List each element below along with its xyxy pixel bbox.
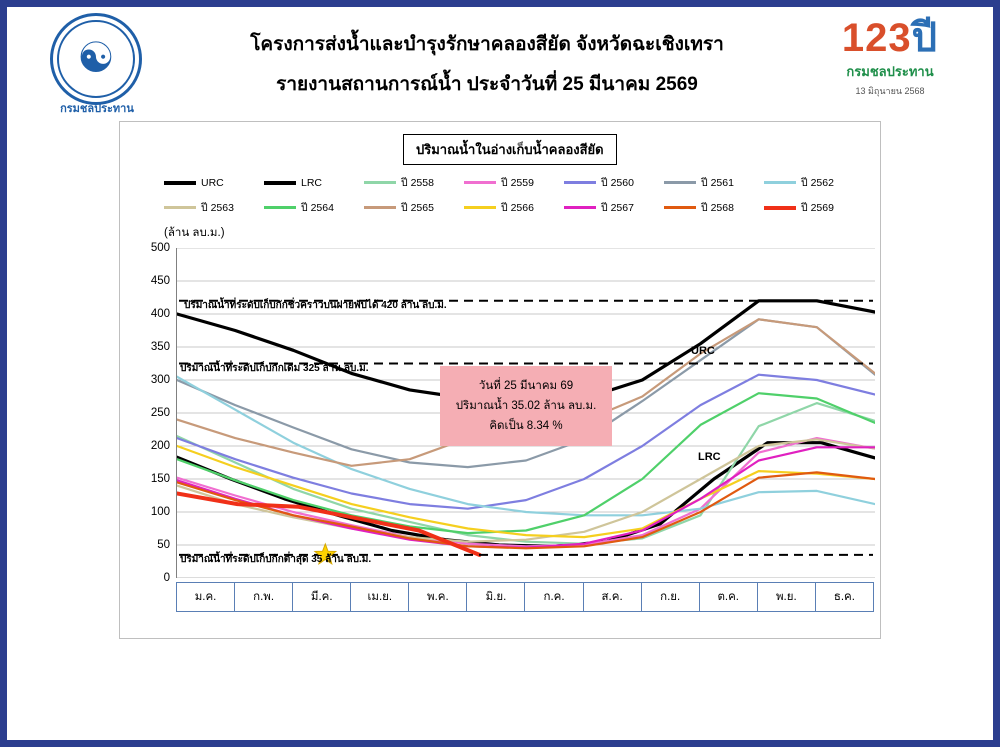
legend-swatch bbox=[764, 206, 796, 210]
legend-item bbox=[164, 174, 264, 191]
legend-swatch bbox=[664, 181, 696, 184]
legend-label: ปี 2562 bbox=[801, 177, 834, 189]
legend-label: ปี 2559 bbox=[501, 177, 534, 189]
legend-item bbox=[364, 174, 464, 191]
month-axis-cell: พ.ย. bbox=[758, 583, 816, 611]
y-axis-tick-label: 200 bbox=[150, 440, 170, 452]
legend-swatch bbox=[364, 181, 396, 184]
month-axis-cell: ส.ค. bbox=[584, 583, 642, 611]
legend-swatch bbox=[264, 181, 296, 185]
legend-label: ปี 2563 bbox=[201, 202, 234, 214]
month-axis-cell: เม.ย. bbox=[351, 583, 409, 611]
month-axis-cell: พ.ค. bbox=[409, 583, 467, 611]
legend-swatch bbox=[764, 181, 796, 184]
anniversary-logo bbox=[805, 17, 975, 98]
header-titles bbox=[167, 29, 807, 99]
month-axis-cell: ก.ค. bbox=[525, 583, 583, 611]
month-axis-cell: ก.พ. bbox=[235, 583, 293, 611]
legend-label: ปี 2561 bbox=[701, 177, 734, 189]
seal-emblem-icon: ☯ bbox=[77, 34, 115, 81]
legend-row-2 bbox=[164, 199, 864, 216]
page-header bbox=[7, 7, 993, 117]
chart-legend bbox=[164, 174, 864, 239]
note-original-storage: ปริมาณน้ำที่ระดับเก็บกักเดิม 325 ล้าน ลบ.ม. bbox=[180, 363, 369, 374]
legend-item bbox=[164, 199, 264, 216]
legend-item bbox=[764, 199, 864, 216]
y-axis bbox=[130, 242, 170, 584]
callout-percent: คิดเป็น 8.34 % bbox=[489, 420, 563, 432]
anniversary-org: กรมชลประทาน bbox=[846, 64, 934, 79]
anniversary-number-group bbox=[805, 17, 975, 59]
callout-date: วันที่ 25 มีนาคม 69 bbox=[478, 380, 574, 392]
page-title: โครงการส่งน้ำและบำรุงรักษาคลองสียัด จังหวัดฉะเชิงเทรา bbox=[250, 34, 724, 55]
month-axis-cell: มี.ค. bbox=[293, 583, 351, 611]
month-axis-cell: มิ.ย. bbox=[467, 583, 525, 611]
legend-label: ปี 2568 bbox=[701, 202, 734, 214]
current-status-callout bbox=[440, 366, 612, 446]
month-axis-cell: ธ.ค. bbox=[833, 591, 855, 603]
y-axis-tick-label: 50 bbox=[157, 539, 170, 551]
legend-label: LRC bbox=[301, 176, 323, 189]
note-upper-storage: ปริมาณน้ำที่ระดับเก็บกักชั่วคราวบนฝายพับได้ 420 ล้าน ลบ.ม. bbox=[184, 300, 447, 311]
y-axis-unit-label: (ล้าน ลบ.ม.) bbox=[164, 227, 225, 239]
legend-item bbox=[664, 199, 764, 216]
note-minimum-storage: ปริมาณน้ำที่ระดับเก็บกักต่ำสุด 35 ล้าน ลบ.ม. bbox=[180, 554, 372, 565]
series-line bbox=[177, 439, 875, 541]
y-axis-tick-label: 300 bbox=[150, 374, 170, 386]
urc-inline-label: URC bbox=[691, 345, 715, 357]
legend-swatch bbox=[164, 181, 196, 185]
chart-panel bbox=[119, 121, 881, 639]
y-axis-tick-label: 450 bbox=[150, 275, 170, 287]
legend-item bbox=[264, 199, 364, 216]
legend-item bbox=[764, 174, 864, 191]
y-axis-tick-label: 500 bbox=[150, 242, 170, 254]
legend-label: URC bbox=[201, 176, 224, 189]
y-axis-tick-label: 350 bbox=[150, 341, 170, 353]
legend-swatch bbox=[564, 181, 596, 184]
y-axis-tick-label: 100 bbox=[150, 506, 170, 518]
y-axis-tick-label: 150 bbox=[150, 473, 170, 485]
legend-swatch bbox=[464, 181, 496, 184]
anniversary-date: 13 มิถุนายน 2568 bbox=[855, 86, 925, 96]
y-axis-tick-label: 250 bbox=[150, 407, 170, 419]
lrc-inline-label: LRC bbox=[698, 451, 721, 463]
rid-seal-logo bbox=[45, 13, 155, 117]
anniversary-number: 123 bbox=[841, 16, 912, 60]
anniversary-suffix: ปี bbox=[911, 16, 939, 60]
legend-item bbox=[564, 174, 664, 191]
month-axis-cell: ก.ย. bbox=[642, 583, 700, 611]
legend-label: ปี 2569 bbox=[801, 202, 834, 214]
legend-item bbox=[364, 199, 464, 216]
legend-label: ปี 2566 bbox=[501, 202, 534, 214]
legend-item bbox=[464, 199, 564, 216]
legend-label: ปี 2558 bbox=[401, 177, 434, 189]
legend-label: ปี 2560 bbox=[601, 177, 634, 189]
legend-swatch bbox=[164, 206, 196, 209]
legend-label: ปี 2565 bbox=[401, 202, 434, 214]
legend-item bbox=[464, 174, 564, 191]
legend-swatch bbox=[364, 206, 396, 209]
legend-item bbox=[664, 174, 764, 191]
page-subtitle: รายงานสถานการณ์น้ำ ประจำวันที่ 25 มีนาคม 2569 bbox=[276, 74, 698, 95]
plot-area bbox=[120, 242, 882, 640]
y-axis-tick-label: 400 bbox=[150, 308, 170, 320]
legend-row-1 bbox=[164, 174, 864, 191]
legend-label: ปี 2567 bbox=[601, 202, 634, 214]
month-axis bbox=[176, 582, 874, 612]
legend-item bbox=[264, 174, 364, 191]
y-axis-tick-label: 0 bbox=[163, 572, 170, 584]
chart-title: ปริมาณน้ำในอ่างเก็บน้ำคลองสียัด bbox=[403, 134, 617, 165]
callout-volume: ปริมาณน้ำ 35.02 ล้าน ลบ.ม. bbox=[455, 400, 597, 412]
legend-swatch bbox=[264, 206, 296, 209]
legend-item bbox=[564, 199, 664, 216]
legend-swatch bbox=[564, 206, 596, 209]
legend-label: ปี 2564 bbox=[301, 202, 334, 214]
month-axis-cell: ม.ค. bbox=[177, 583, 235, 611]
legend-swatch bbox=[664, 206, 696, 209]
legend-swatch bbox=[464, 206, 496, 209]
seal-label: กรมชลประทาน bbox=[60, 103, 134, 115]
month-axis-cell: ต.ค. bbox=[700, 583, 758, 611]
